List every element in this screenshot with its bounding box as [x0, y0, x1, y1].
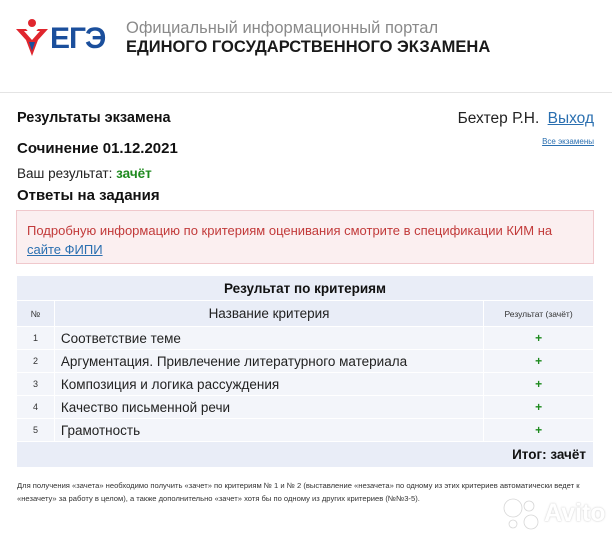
result-value: зачёт [116, 166, 152, 181]
exam-name: Сочинение 01.12.2021 [17, 140, 178, 157]
criterion-num: 1 [17, 327, 55, 350]
criterion-num: 5 [17, 419, 55, 442]
criterion-name: Качество письменной речи [54, 396, 483, 419]
criteria-table [16, 275, 594, 468]
watermark-text: Avito [544, 499, 606, 527]
table-row [17, 350, 594, 373]
criterion-result: + [484, 327, 594, 350]
table-row [17, 373, 594, 396]
criterion-name: Соответствие теме [54, 327, 483, 350]
all-exams-link[interactable]: Все экзамены [542, 137, 594, 146]
table-row [17, 419, 594, 442]
criterion-result: + [484, 396, 594, 419]
table-caption-row [17, 276, 594, 301]
footnote: Для получения «зачета» необходимо получить «зачет» по критериям № 1 и № 2 (выставление «незачета» по одному из этих критериев автоматически ведет к «незачету» за работу в целом), а также дополнительно «зачет» хотя бы по одному из других критериев (№№3-5). [17, 481, 580, 503]
col-num-header: № [17, 301, 55, 327]
notice-text: Подробную информацию по критериям оценивания смотрите в спецификации КИМ на [27, 223, 553, 238]
col-name-header: Название критерия [54, 301, 483, 327]
user-panel [458, 110, 594, 128]
result-label: Ваш результат: [17, 166, 113, 181]
avito-watermark [500, 497, 610, 533]
table-header-row [17, 301, 594, 327]
col-result-header: Результат (зачёт) [484, 301, 594, 327]
criterion-name: Композиция и логика рассуждения [54, 373, 483, 396]
header-divider [0, 92, 612, 93]
criterion-name: Аргументация. Привлечение литературного материала [54, 350, 483, 373]
avito-dots-icon [500, 497, 542, 533]
exam-result [17, 166, 152, 181]
portal-subtitle: Официальный информационный портал [126, 19, 439, 37]
criterion-result: + [484, 419, 594, 442]
table-caption: Результат по критериям [17, 276, 594, 301]
criterion-result: + [484, 373, 594, 396]
ege-logo[interactable] [14, 18, 106, 58]
portal-title: ЕДИНОГО ГОСУДАРСТВЕННОГО ЭКЗАМЕНА [126, 38, 491, 56]
page-heading: Результаты экзамена [17, 110, 171, 126]
criterion-name: Грамотность [54, 419, 483, 442]
criterion-result: + [484, 350, 594, 373]
criterion-num: 2 [17, 350, 55, 373]
total-result: Итог: зачёт [17, 442, 594, 468]
ege-emblem-icon [14, 18, 50, 58]
site-header [0, 0, 612, 92]
criterion-num: 3 [17, 373, 55, 396]
logout-link[interactable]: Выход [547, 110, 594, 127]
table-row [17, 327, 594, 350]
user-name: Бехтер Р.Н. [457, 110, 540, 127]
fipi-link[interactable]: сайте ФИПИ [27, 242, 103, 257]
criteria-notice [16, 210, 594, 264]
table-row [17, 396, 594, 419]
table-total-row [17, 442, 594, 468]
answers-heading: Ответы на задания [17, 187, 160, 204]
criterion-num: 4 [17, 396, 55, 419]
logo-text: ЕГЭ [50, 22, 106, 55]
